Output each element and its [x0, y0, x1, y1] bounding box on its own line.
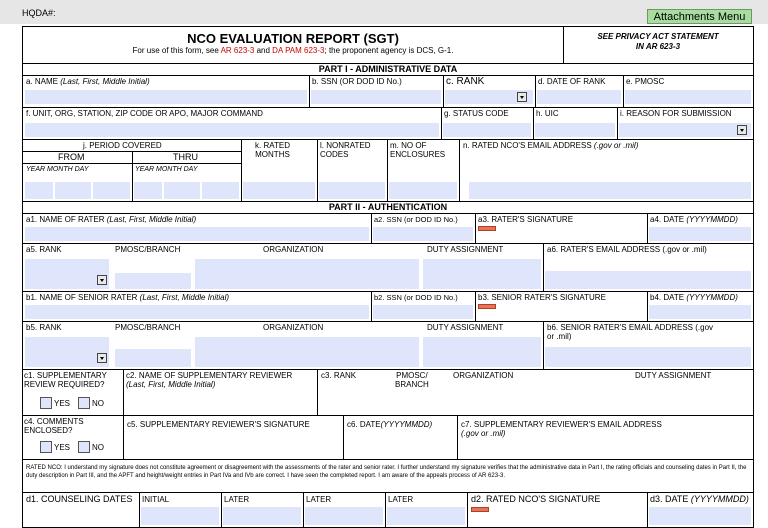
name-label-text: a. NAME: [26, 77, 59, 86]
unit-label: f. UNIT, ORG, STATION, ZIP CODE OR APO, MAJOR COMMAND: [26, 109, 263, 118]
email-label-text: n. RATED NCO'S EMAIL ADDRESS: [463, 141, 592, 150]
ssn-field[interactable]: [311, 90, 441, 104]
senior-rater-email-label: [547, 323, 713, 341]
nonrated-codes-label: [320, 141, 371, 159]
name-hint: (Last, First, Middle Initial): [60, 77, 150, 86]
date-of-rank-label: d. DATE OF RANK: [538, 77, 606, 86]
senior-rater-rank-label: b5. RANK: [26, 323, 62, 332]
encl-l1: m. NO OF: [390, 141, 427, 150]
rated-email-label: [463, 141, 638, 150]
senior-rater-duty-label: DUTY ASSIGNMENT: [427, 323, 504, 332]
senior-rater-pmosc-label: PMOSC/BRANCH: [115, 323, 181, 332]
comments-no-label: NO: [92, 443, 104, 452]
nonrated-l1: l. NONRATED: [320, 141, 371, 150]
review-yes-label: YES: [54, 399, 71, 408]
rater-duty-label: DUTY ASSIGNMENT: [427, 245, 504, 254]
privacy-statement: [561, 32, 755, 52]
status-code-label: g. STATUS CODE: [444, 109, 509, 118]
a1-hint: (Last, First, Middle Initial): [106, 215, 197, 224]
c1-l2: REVIEW REQUIRED?: [24, 380, 105, 389]
enclosures-field[interactable]: [389, 182, 457, 199]
rated-nco-signature-label: d2. RATED NCO'S SIGNATURE: [471, 494, 601, 504]
rated-nco-signature-icon[interactable]: [471, 507, 489, 512]
rater-rank-label: a5. RANK: [26, 245, 62, 254]
comments-yes-label: YES: [54, 443, 71, 452]
rater-org-label: ORGANIZATION: [263, 245, 324, 254]
comments-no-checkbox[interactable]: [78, 441, 90, 453]
c4-l1: c4. COMMENTS: [24, 417, 84, 426]
supp-org-label: ORGANIZATION: [453, 371, 514, 380]
senior-rater-signature-label: b3. SENIOR RATER'S SIGNATURE: [478, 293, 606, 302]
b4-hint: (YYYYMMDD): [686, 293, 738, 302]
attachments-menu-button[interactable]: Attachments Menu: [647, 9, 752, 24]
rated-nco-date-label: [650, 495, 749, 504]
form-subtitle: [23, 46, 563, 55]
a1-text: a1. NAME OF RATER: [26, 215, 105, 224]
uic-label: h. UIC: [536, 109, 559, 118]
reason-label: i. REASON FOR SUBMISSION: [620, 109, 732, 118]
reason-dropdown-icon[interactable]: [737, 125, 747, 135]
subtitle-text: For use of this form, see: [132, 46, 221, 55]
senior-rater-name-label: [26, 293, 229, 302]
email-hint: (.gov or .mil): [593, 141, 639, 150]
senior-rater-date-label: [650, 293, 738, 302]
from-month-field[interactable]: [55, 182, 91, 199]
b6-l2: or .mil): [547, 332, 572, 341]
rater-pmosc-label: PMOSC/BRANCH: [115, 245, 181, 254]
review-yes-checkbox[interactable]: [40, 397, 52, 409]
rater-ssn-field[interactable]: [373, 227, 473, 241]
rank-label: c. RANK: [446, 76, 485, 87]
review-no-label: NO: [92, 399, 104, 408]
senior-rater-pmosc-field[interactable]: [115, 349, 191, 367]
b4-text: b4. DATE: [650, 293, 685, 302]
review-no-checkbox[interactable]: [78, 397, 90, 409]
rater-ssn-label: a2. SSN (or DOD ID No.): [374, 215, 458, 224]
initial-label: INITIAL: [142, 495, 170, 504]
supp-date-label: [347, 420, 432, 429]
privacy-line1: SEE PRIVACY ACT STATEMENT: [597, 32, 719, 41]
nonrated-codes-field[interactable]: [319, 182, 385, 199]
d3-text: d3. DATE: [650, 494, 689, 504]
supp-email-label: [461, 420, 662, 438]
pmosc-label: e. PMOSC: [626, 77, 665, 86]
c6-text: c6. DATE: [347, 420, 381, 429]
c1-l1: c1. SUPPLEMENTARY: [24, 371, 107, 380]
senior-rater-rank-dropdown-icon[interactable]: [97, 353, 107, 363]
supp-rank-label: c3. RANK: [321, 371, 357, 380]
rated-nco-acknowledgment: RATED NCO: I understand my signature does not constitute agreement or disagreement with the assessments of the rater and senior rater. I further understand my signature verifies that the administrative data in Part I, the rating officials and counseling dates in Part II, the duty description in Part III, and the APFT and height/weight entries in Part IVa and IVb are correct. I have seen the completed report. I am aware of the appeals process of AR 623-3.: [26, 465, 747, 479]
rater-email-field[interactable]: [545, 271, 751, 289]
supplementary-review-label: [24, 371, 107, 389]
later-date-field-2[interactable]: [305, 507, 383, 525]
rater-duty-field[interactable]: [423, 259, 541, 289]
rank-dropdown-icon[interactable]: [517, 92, 527, 102]
form-title: NCO EVALUATION REPORT (SGT): [187, 31, 399, 46]
c6-hint: (YYYYMMDD): [380, 420, 433, 429]
from-ymd-label: YEAR MONTH DAY: [26, 166, 89, 173]
b6-l1: b6. SENIOR RATER'S EMAIL ADDRESS (.gov: [547, 323, 714, 332]
rater-date-field[interactable]: [649, 227, 751, 241]
nonrated-l2: CODES: [320, 150, 349, 159]
comments-yes-checkbox[interactable]: [40, 441, 52, 453]
a4-hint: (YYYYMMDD): [686, 215, 738, 224]
initial-date-field[interactable]: [141, 507, 219, 525]
rated-nco-date-field[interactable]: [649, 507, 751, 525]
thru-day-field[interactable]: [202, 182, 239, 199]
rater-pmosc-field[interactable]: [115, 273, 191, 289]
comments-enclosed-label: [24, 417, 84, 435]
rater-signature-label: a3. RATER'S SIGNATURE: [478, 215, 574, 224]
rater-signature-icon[interactable]: [478, 226, 496, 231]
privacy-line2: IN AR 623-3: [635, 42, 681, 51]
reason-select[interactable]: [619, 123, 751, 137]
senior-rater-org-label: ORGANIZATION: [263, 323, 324, 332]
part1-title: PART I - ADMINISTRATIVE DATA: [318, 64, 458, 74]
rater-email-label: a6. RATER'S EMAIL ADDRESS (.gov or .mil): [547, 245, 707, 254]
from-day-field[interactable]: [93, 182, 130, 199]
senior-rater-ssn-label: b2. SSN (or DOD ID No.): [374, 293, 458, 302]
pam-link[interactable]: DA PAM 623-3: [272, 46, 325, 55]
senior-rater-email-field[interactable]: [545, 347, 751, 367]
rated-label-l2: MONTHS: [255, 150, 290, 159]
name-label: [26, 77, 150, 86]
nco-evaluation-form: [22, 26, 754, 528]
rated-name-field[interactable]: [25, 90, 307, 104]
from-label: FROM: [58, 152, 85, 162]
rated-months-label: [255, 141, 290, 159]
later-label-2: LATER: [306, 495, 332, 504]
senior-rater-duty-field[interactable]: [423, 337, 541, 367]
date-of-rank-field[interactable]: [537, 90, 621, 104]
senior-rater-name-field[interactable]: [25, 305, 369, 319]
c2-l2: (Last, First, Middle Initial): [126, 380, 216, 389]
counseling-dates-label: d1. COUNSELING DATES: [26, 494, 133, 504]
later-label-3: LATER: [388, 495, 414, 504]
rater-date-label: [650, 215, 738, 224]
b1-hint: (Last, First, Middle Initial): [139, 293, 230, 302]
d3-hint: (YYYYMMDD): [690, 494, 749, 504]
rater-org-field[interactable]: [195, 259, 419, 289]
subtitle-and: and: [254, 46, 273, 55]
part2-title: PART II - AUTHENTICATION: [328, 202, 448, 212]
c3-branch: BRANCH: [395, 380, 429, 389]
senior-rater-date-field[interactable]: [649, 305, 751, 319]
thru-ymd-label: YEAR MONTH DAY: [135, 166, 198, 173]
rater-name-field[interactable]: [25, 227, 369, 241]
unit-field[interactable]: [25, 123, 439, 137]
period-label: j. PERIOD COVERED: [83, 141, 162, 150]
hqda-label: HQDA#:: [22, 8, 56, 18]
c2-l1: c2. NAME OF SUPPLEMENTARY REVIEWER: [126, 371, 293, 380]
senior-rater-org-field[interactable]: [195, 337, 419, 367]
uic-field[interactable]: [535, 123, 615, 137]
thru-year-field[interactable]: [134, 182, 162, 199]
supp-pmosc-label: [395, 371, 429, 389]
pmosc-field[interactable]: [625, 90, 751, 104]
later-date-field-1[interactable]: [223, 507, 301, 525]
later-label-1: LATER: [224, 495, 250, 504]
later-date-field-3[interactable]: [387, 507, 465, 525]
status-code-field[interactable]: [443, 123, 531, 137]
encl-l2: ENCLOSURES: [390, 150, 446, 159]
subtitle-proponent: ; the proponent agency is DCS, G-1.: [324, 46, 454, 55]
ssn-label: b. SSN (OR DOD ID No.): [312, 77, 402, 86]
supp-duty-label: DUTY ASSIGNMENT: [635, 371, 712, 380]
c7-l2: (.gov or .mil): [461, 429, 506, 438]
c4-l2: ENCLOSED?: [24, 426, 73, 435]
top-bar: [0, 0, 768, 24]
rated-months-field[interactable]: [243, 182, 315, 199]
c7-l1: c7. SUPPLEMENTARY REVIEWER'S EMAIL ADDRESS: [461, 420, 662, 429]
ar-link[interactable]: AR 623-3: [220, 46, 255, 55]
b1-text: b1. NAME OF SENIOR RATER: [26, 293, 138, 302]
rated-email-field[interactable]: [469, 182, 751, 199]
a4-text: a4. DATE: [650, 215, 685, 224]
thru-label: THRU: [173, 152, 198, 162]
rated-label-l1: k. RATED: [255, 141, 290, 150]
senior-rater-ssn-field[interactable]: [373, 305, 473, 319]
thru-month-field[interactable]: [164, 182, 200, 199]
supp-signature-label: c5. SUPPLEMENTARY REVIEWER'S SIGNATURE: [127, 420, 310, 429]
senior-rater-signature-icon[interactable]: [478, 304, 496, 309]
from-year-field[interactable]: [25, 182, 53, 199]
enclosures-label: [390, 141, 445, 159]
c3-pmosc: PMOSC/: [396, 371, 428, 380]
rater-rank-dropdown-icon[interactable]: [97, 275, 107, 285]
supp-reviewer-name-label: [126, 371, 292, 389]
rater-name-label: [26, 215, 196, 224]
